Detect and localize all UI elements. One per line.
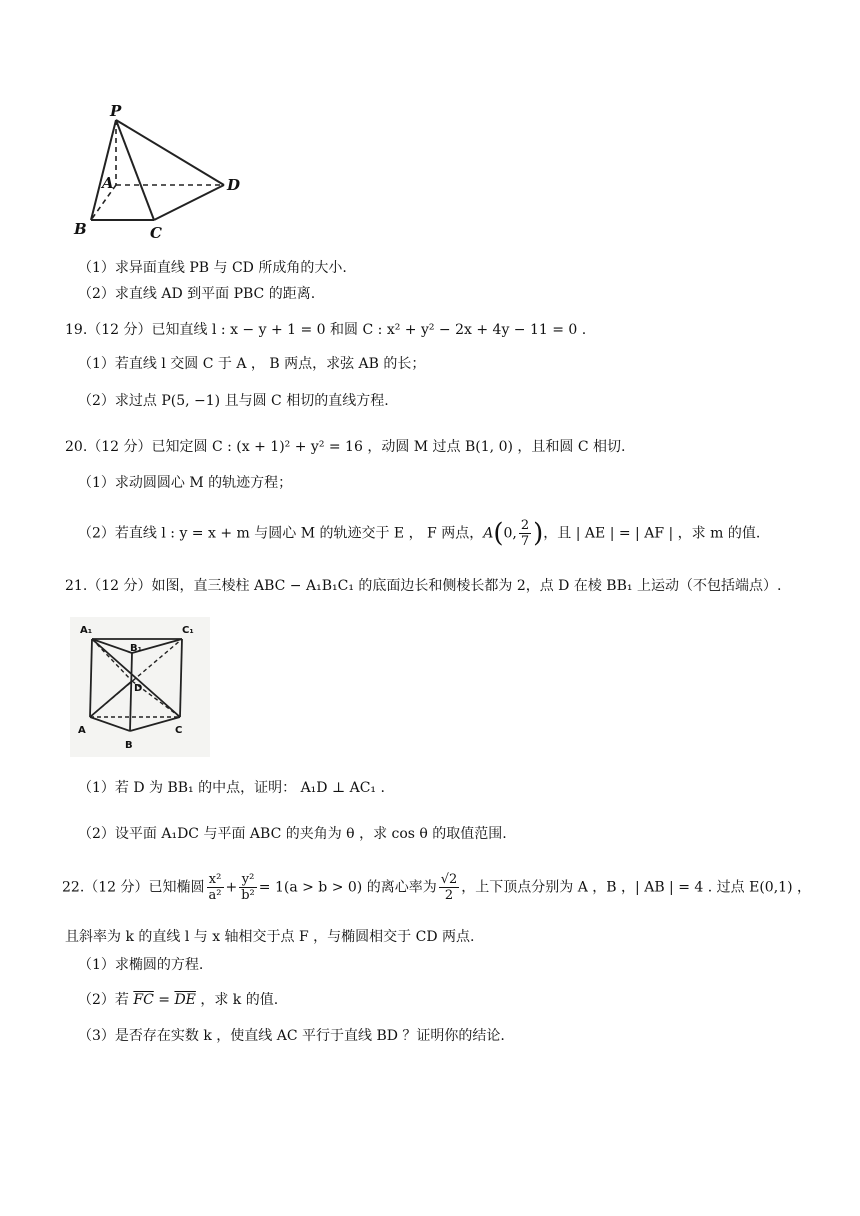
label-C: C <box>175 725 183 736</box>
q20-part2-b: ，且 | AE | = | AF | ，求 m 的值. <box>543 525 761 542</box>
prism-figure <box>70 617 210 757</box>
label-A1: A₁ <box>80 625 93 636</box>
q20-head: 20.（12 分）已知定圆 C : (x + 1)² + y² = 16 ，动圆 M 过点 B(1, 0) ，且和圆 C 相切. <box>65 439 626 455</box>
vector-DE: $\overline{DE}$ <box>174 992 196 1008</box>
q20-frac-den: 7 <box>520 534 530 549</box>
q22-head-c: ，上下顶点分别为 A ，B ，| AB | = 4 . 过点 E(0,1) ， <box>461 879 811 896</box>
label-B: B <box>74 220 87 238</box>
q22-frac-y: $\frac{\text{y²}}{\text{b²}}$ <box>241 872 255 903</box>
edge-PD <box>116 120 224 185</box>
q21-part2: （2）设平面 A₁DC 与平面 ABC 的夹角为 θ ，求 cos θ 的取值范围. <box>78 826 507 842</box>
label-D: D <box>134 683 143 694</box>
q20-part2: （2）若直线 l : y = x + m 与圆心 M 的轨迹交于 E ， F 两点，A(0, $\frac{2}{7}$ )，且 | AE | = | AF | ，求 m 的值. <box>78 518 761 549</box>
q20-part2-a: （2）若直线 l : y = x + m 与圆心 M 的轨迹交于 E ， F 两点， <box>78 525 484 542</box>
q22-head-a: 22.（12 分）已知椭圆 <box>62 879 205 896</box>
label-B: B <box>125 740 133 751</box>
edge-PC <box>116 120 154 220</box>
label-C1: C₁ <box>182 625 194 636</box>
edge-PB <box>91 120 116 220</box>
q18-part2: （2）求直线 AD 到平面 PBC 的距离. <box>78 286 316 302</box>
q20-frac-num: 2 <box>520 518 530 533</box>
q22-line2: 且斜率为 k 的直线 l 与 x 轴相交于点 F ，与椭圆相交于 CD 两点. <box>65 929 475 945</box>
q20-part1: （1）求动圆圆心 M 的轨迹方程； <box>78 475 293 491</box>
q20-point-A: A <box>483 525 494 542</box>
pyramid-figure <box>66 100 266 245</box>
q22-part1: （1）求椭圆的方程. <box>78 957 204 973</box>
q22-head: 22.（12 分）已知椭圆 $\frac{\text{x²}}{\text{a²}}$ + $\frac{\text{y²}}{\text{b²}}$ = 1(a > b > 0) 的离心率为 $\frac{√2}{2}$ ，上下顶点分别为 A ，B ，| AB | = 4 . 过点 E(0,1) ， <box>62 872 811 903</box>
label-B1: B₁ <box>130 643 143 654</box>
label-D: D <box>227 176 241 194</box>
vector-FC: $\overline{FC}$ <box>133 992 154 1008</box>
label-P: P <box>110 102 122 120</box>
q21-part1: （1）若 D 为 BB₁ 的中点，证明： A₁D ⊥ AC₁ . <box>78 780 385 796</box>
label-A: A <box>78 725 86 736</box>
q21-head: 21.（12 分）如图，直三棱柱 ABC − A₁B₁C₁ 的底面边长和侧棱长都为 2，点 D 在棱 BB₁ 上运动（不包括端点）. <box>65 578 782 594</box>
q18-part1: （1）求异面直线 PB 与 CD 所成角的大小. <box>78 260 347 276</box>
label-A: A <box>102 174 114 192</box>
q22-part3: （3）是否存在实数 k ，使直线 AC 平行于直线 BD ？证明你的结论. <box>78 1028 505 1044</box>
q19-part1: （1）若直线 l 交圆 C 于 A ， B 两点，求弦 AB 的长； <box>78 356 426 372</box>
q19-part2: （2）求过点 P(5, −1) 且与圆 C 相切的直线方程. <box>78 393 389 409</box>
q22-frac-ecc: $\frac{√2}{2}$ <box>440 872 458 903</box>
q19-head: 19.（12 分）已知直线 l : x − y + 1 = 0 和圆 C : x² + y² − 2x + 4y − 11 = 0 . <box>65 322 587 338</box>
q22-head-b: = 1(a > b > 0) 的离心率为 <box>258 879 437 896</box>
q22-part2: （2）若 $\overline{FC} = \overline{DE}$ ，求 k 的值. <box>78 992 279 1008</box>
label-C: C <box>150 224 162 242</box>
q22-frac-x: $\frac{\text{x²}}{\text{a²}}$ <box>208 872 222 903</box>
edge-CD <box>154 185 224 220</box>
